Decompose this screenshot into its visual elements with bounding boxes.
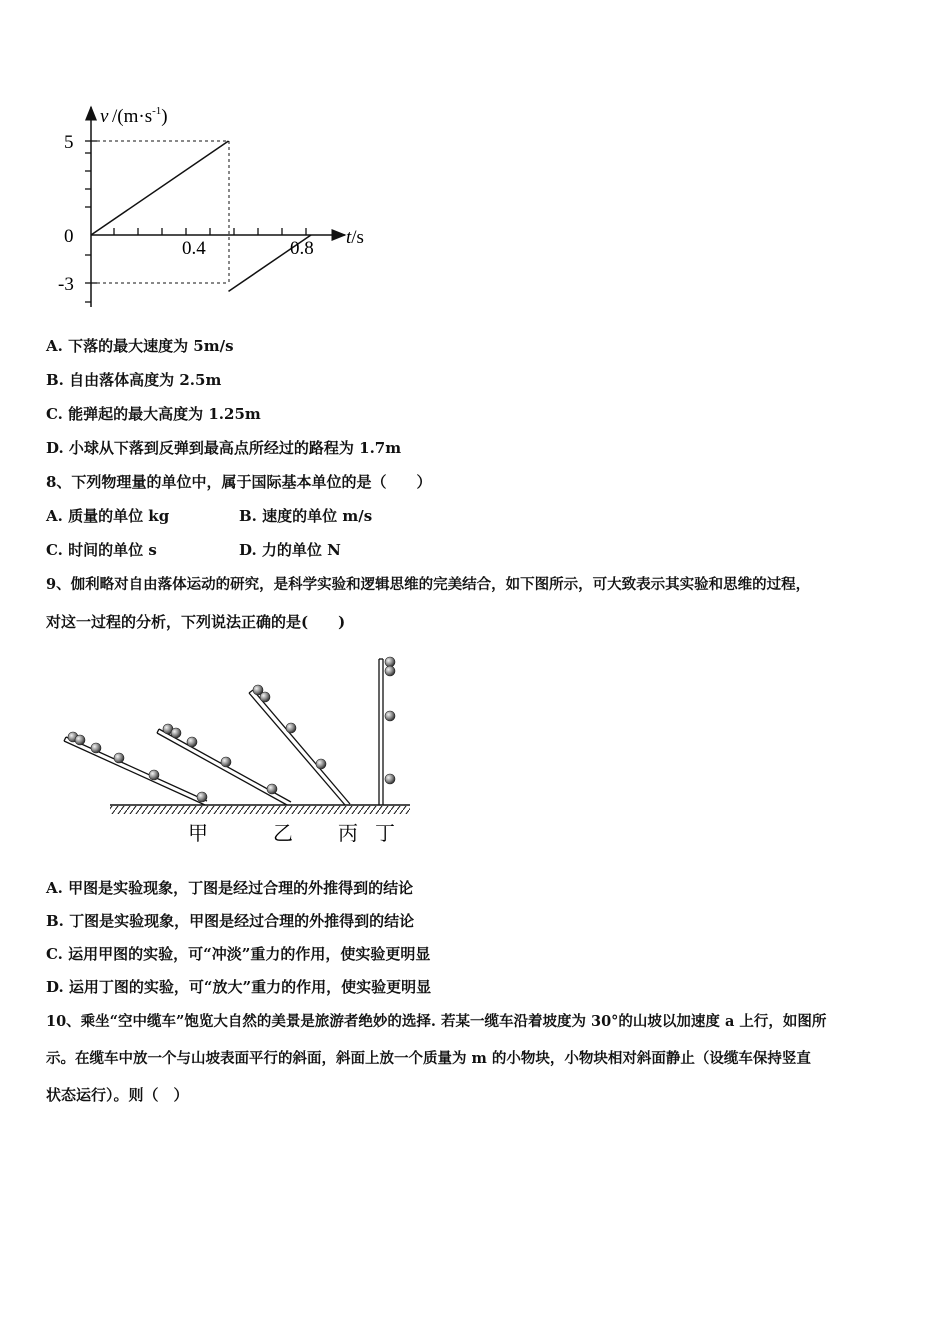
y-axis-unit: $/(m\cdot s^{-1})$ bbox=[112, 105, 168, 127]
q10-stem-line3: 状态运行）。则（ ） bbox=[46, 1086, 189, 1104]
series-line-fall bbox=[91, 141, 229, 235]
q8-option-a[interactable]: A. 质量的单位 kg bbox=[46, 507, 170, 525]
q8-option-d[interactable]: D. 力的单位 N bbox=[239, 541, 341, 559]
y-axis-label: v bbox=[100, 106, 109, 127]
x-tick-0-4: 0.4 bbox=[182, 238, 206, 259]
label-yi: 乙 bbox=[273, 823, 293, 845]
incline-jia bbox=[64, 737, 207, 805]
x-tick-0-8: 0.8 bbox=[290, 238, 314, 259]
label-bing: 丙 bbox=[338, 823, 358, 845]
y-tick-0: 0 bbox=[64, 226, 74, 247]
q9-option-d[interactable]: D. 运用丁图的实验，可“放大”重力的作用，使实验更明显 bbox=[46, 978, 432, 996]
q8-option-b[interactable]: B. 速度的单位 m/s bbox=[239, 507, 373, 525]
q9-stem-line1: 9、伽利略对自由落体运动的研究，是科学实验和逻辑思维的完美结合，如下图所示，可大致表示其实验和思维的过程， bbox=[46, 576, 811, 593]
label-jia: 甲 bbox=[188, 823, 208, 845]
q10-stem-line1: 10、乘坐“空中缆车”饱览大自然的美景是旅游者绝妙的选择. 若某一缆车沿着坡度为 30°的山坡以加速度 a 上行，如图所 bbox=[46, 1013, 827, 1030]
q7-option-c[interactable]: C. 能弹起的最大高度为 1.25m bbox=[46, 405, 261, 423]
velocity-time-graph bbox=[50, 95, 390, 315]
q9-option-c[interactable]: C. 运用甲图的实验，可“冲淡”重力的作用，使实验更明显 bbox=[46, 945, 431, 963]
balls bbox=[68, 657, 395, 802]
y-tick-5: 5 bbox=[64, 132, 74, 153]
incline-ding bbox=[379, 659, 383, 805]
x-axis-label: t/s bbox=[346, 227, 364, 248]
q7-option-d[interactable]: D. 小球从下落到反弹到最高点所经过的路程为 1.7m bbox=[46, 439, 402, 457]
q9-stem-line2: 对这一过程的分析，下列说法正确的是( ) bbox=[46, 613, 346, 631]
ground-hatch bbox=[110, 806, 410, 814]
q8-stem: 8、下列物理量的单位中，属于国际基本单位的是（ ） bbox=[46, 473, 432, 491]
q8-option-c[interactable]: C. 时间的单位 s bbox=[46, 541, 157, 559]
label-ding: 丁 bbox=[375, 823, 395, 845]
q7-option-b[interactable]: B. 自由落体高度为 2.5m bbox=[46, 371, 222, 389]
q9-option-b[interactable]: B. 丁图是实验现象，甲图是经过合理的外推得到的结论 bbox=[46, 912, 415, 930]
y-tick-neg3: -3 bbox=[58, 274, 74, 295]
q7-option-a[interactable]: A. 下落的最大速度为 5m/s bbox=[46, 337, 234, 355]
q9-option-a[interactable]: A. 甲图是实验现象，丁图是经过合理的外推得到的结论 bbox=[46, 879, 414, 897]
galileo-incline-figure bbox=[55, 650, 425, 850]
q10-stem-line2: 示。在缆车中放一个与山坡表面平行的斜面，斜面上放一个质量为 m 的小物块，小物块相对斜面静止（设缆车保持竖直 bbox=[46, 1050, 811, 1067]
